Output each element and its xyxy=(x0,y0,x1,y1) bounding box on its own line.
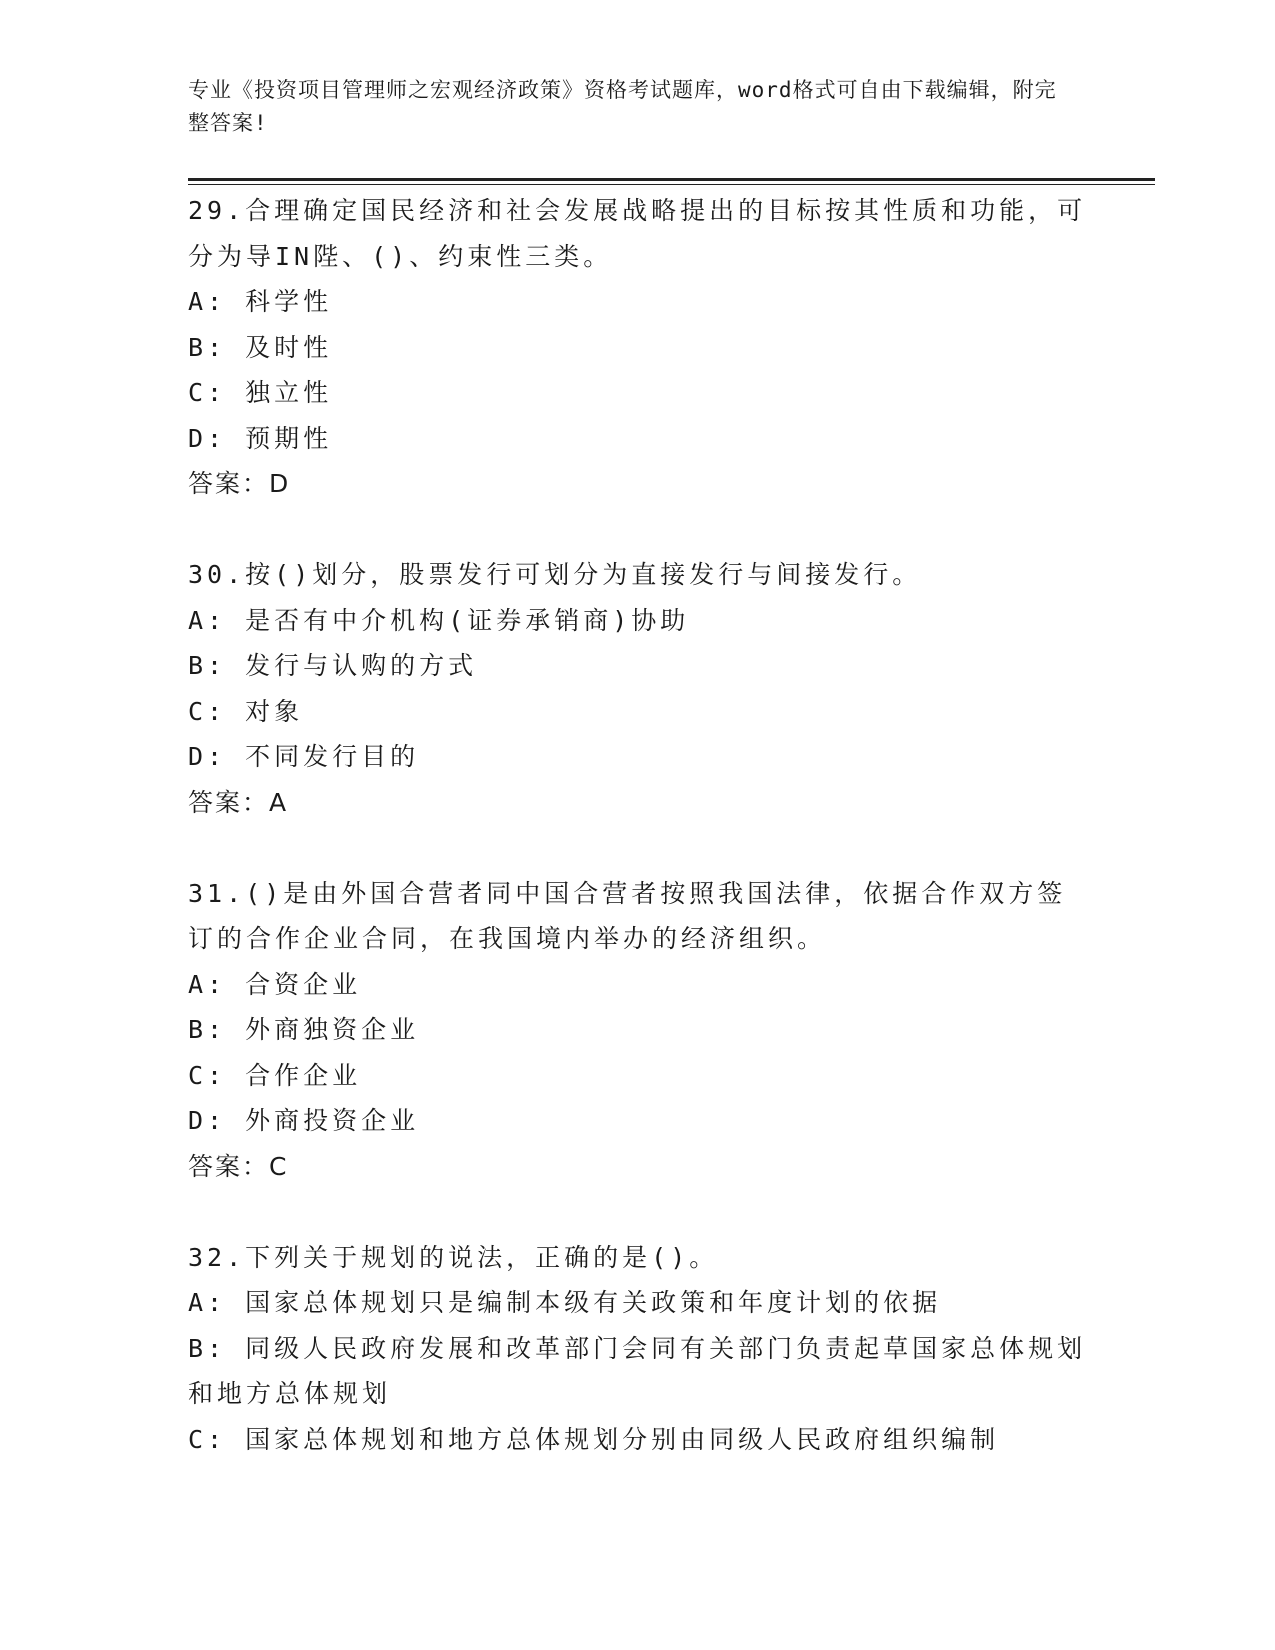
question-stem: 30.按()划分，股票发行可划分为直接发行与间接发行。 xyxy=(188,560,922,589)
option-c: C: 对象 xyxy=(188,696,304,726)
option-c: C: 国家总体规划和地方总体规划分别由同级人民政府组织编制 xyxy=(188,1424,1000,1454)
option-d: D: 不同发行目的 xyxy=(188,742,420,771)
option-a: A: 科学性 xyxy=(188,287,333,316)
question-stem: 31.()是由外国合营者同中国合营者按照我国法律，依据合作双方签订的合作企业合同，在我国境内举办的经济组织。 xyxy=(188,878,1067,953)
option-a: A: 合资企业 xyxy=(188,969,362,999)
header-divider-thin xyxy=(188,184,1155,185)
option-a: A: 国家总体规划只是编制本级有关政策和年度计划的依据 xyxy=(188,1288,942,1317)
question-32 xyxy=(188,1235,1088,1463)
option-b: B: 发行与认购的方式 xyxy=(188,651,478,680)
answer-line: 答案：A xyxy=(188,787,289,817)
answer-line: 答案：D xyxy=(188,469,291,498)
option-b: B: 同级人民政府发展和改革部门会同有关部门负责起草国家总体规划和地方总体规划 xyxy=(188,1333,1087,1408)
option-c: C: 合作企业 xyxy=(188,1060,362,1090)
option-c: C: 独立性 xyxy=(188,378,333,407)
header-divider-thick xyxy=(188,178,1155,181)
page-header: 专业《投资项目管理师之宏观经济政策》资格考试题库，word格式可自由下载编辑，附完整答案! xyxy=(188,78,1057,135)
option-d: D: 外商投资企业 xyxy=(188,1106,420,1135)
option-b: B: 及时性 xyxy=(188,332,333,362)
answer-line: 答案：C xyxy=(188,1151,289,1181)
option-b: B: 外商独资企业 xyxy=(188,1015,420,1044)
question-stem: 29.合理确定国民经济和社会发展战略提出的目标按其性质和功能，可分为导IN陛、()、约束性三类。 xyxy=(188,196,1087,271)
option-a: A: 是否有中介机构(证券承销商)协助 xyxy=(188,605,690,635)
question-30 xyxy=(188,552,1088,825)
question-list xyxy=(188,188,1088,1508)
question-stem: 32.下列关于规划的说法，正确的是()。 xyxy=(188,1242,719,1272)
question-29 xyxy=(188,188,1088,507)
option-d: D: 预期性 xyxy=(188,423,333,453)
question-31 xyxy=(188,871,1088,1190)
